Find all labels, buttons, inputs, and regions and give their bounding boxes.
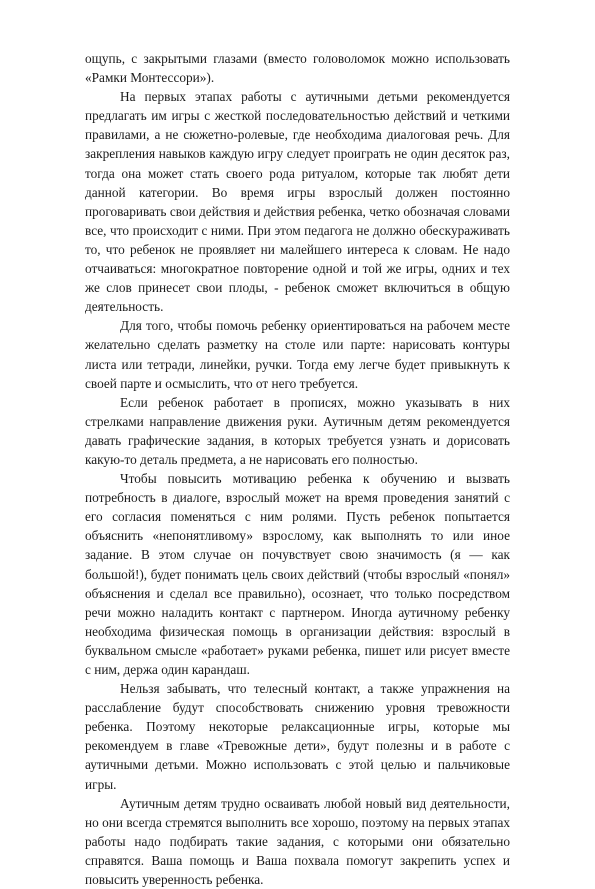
document-body: [85, 49, 510, 889]
paragraph-copybooks: Если ребенок работает в прописях, можно указывать в них стрелками направление движения руки. Аутичным детям рекомендуется давать графические задания, в которых требуется узнать и дорисовать какую-то деталь предмета, а не нарисовать его полностью.: [85, 394, 510, 467]
paragraph-new-activity: Аутичным детям трудно осваивать любой новый вид деятельности, но они всегда стремятся выполнить все хорошо, поэтому на первых этапах работы надо подбирать такие задания, с которыми они обязательно справятся. Ваша помощь и Ваша похвала помогут закрепить успех и повысить уверенность ребенка.: [85, 795, 510, 888]
paragraph-body-contact: Нельзя забывать, что телесный контакт, а также упражнения на расслабление будут способствовать снижению уровня тревожности ребенка. Поэтому некоторые релаксационные игры, которые мы рекомендуем в главе «Тревожные дети», будут полезны и в работе с аутичными детьми. Можно использовать с этой целью и пальчиковые игры.: [85, 681, 510, 792]
paragraph-workplace-marking: Для того, чтобы помочь ребенку ориентироваться на рабочем месте желательно сделать разметку на столе или парте: нарисовать контуры листа или тетради, линейки, ручки. Тогда ему легче будет привыкнуть к своей парте и осмыслить, что от него требуется.: [85, 318, 510, 391]
paragraph-game-rules: На первых этапах работы с аутичными детьми рекомендуется предлагать им игры с жесткой последовательностью действий и четкими правилами, а не сюжетно-ролевые, где необходима диалоговая речь. Для закрепления навыков каждую игру следует проиграть не один десяток раз, тогда она может стать своего рода ритуалом, которые так любят дети данной категории. Во время игры взрослый должен постоянно проговаривать свои действия и действия ребенка, четко обозначая словами все, что происходит с ними. При этом педагога не должно обескураживать то, что ребенок не проявляет ни малейшего интереса к словам. Не надо отчаиваться: многократное повторение одной и той же игры, одних и тех же слов принесет свои плоды, - ребенок сможет включиться в общую деятельность.: [85, 89, 510, 315]
paragraph-motivation: Чтобы повысить мотивацию ребенка к обучению и вызвать потребность в диалоге, взрослый может на время проведения занятий с его согласия поменяться с ним ролями. Пусть ребенок попытается объяснить «непонятливому» взрослому, как выполнять то или иное задание. В этом случае он почувствует свою значимость (я — как большой!), будет понимать цель своих действий (чтобы взрослый «понял» объяснения и сделал все правильно), осознает, что только посредством речи можно наладить контакт с партнером. Иногда аутичному ребенку необходима физическая помощь в организации действия: взрослый в буквальном смысле «работает» руками ребенка, пишет или рисует вместе с ним, держа один карандаш.: [85, 471, 510, 677]
paragraph-continuation: ощупь, с закрытыми глазами (вместо головоломок можно использовать «Рамки Монтессори»).: [85, 51, 510, 86]
